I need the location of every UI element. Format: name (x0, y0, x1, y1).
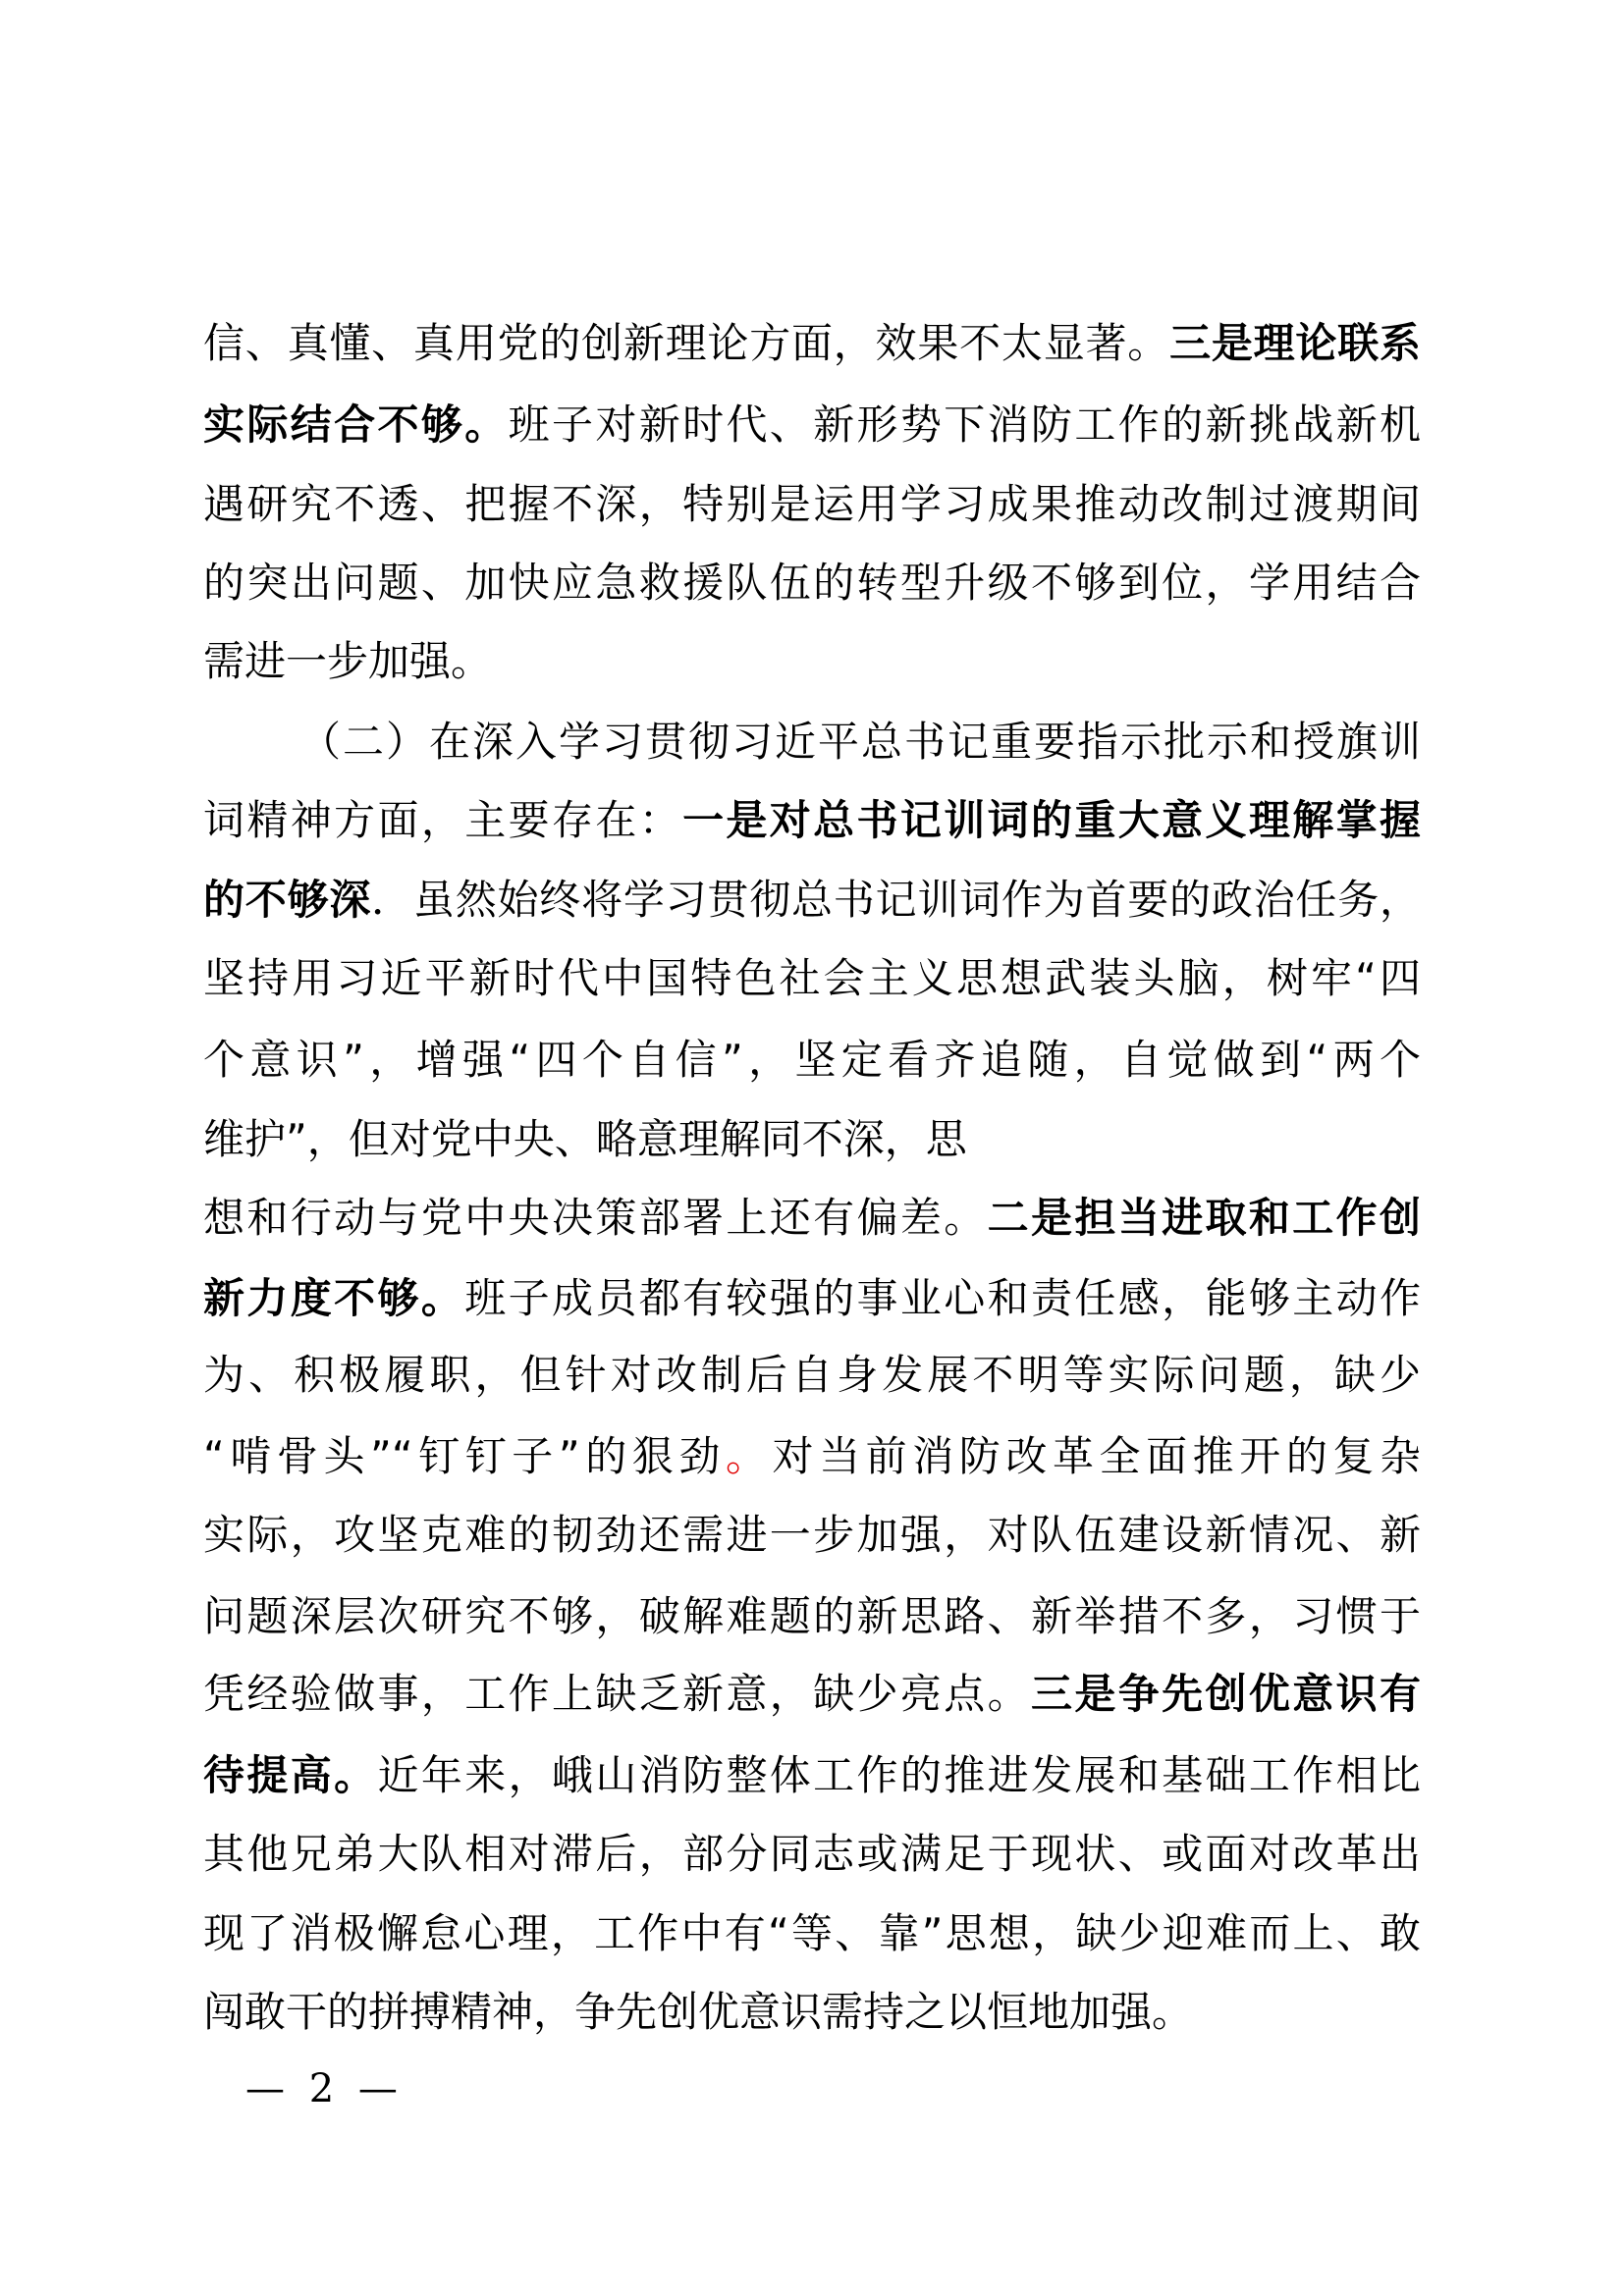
text-segment: 的突出问题、加快应急救援队伍的转型升级不够到位，学用结合 (203, 559, 1421, 607)
text-segment: 。 (725, 1432, 773, 1480)
text-line (203, 1577, 1421, 1656)
bold-text-segment: 实际结合不够。 (203, 400, 509, 449)
text-segment: 遇研究不透、把握不深，特别是运用学习成果推动改制过渡期间 (203, 480, 1421, 528)
text-segment: 个意识”，增强“四个自信”，坚定看齐追随，自觉做到“两个 (203, 1036, 1421, 1084)
text-segment: 现了消极懈怠心理，工作中有“等、靠”思想，缺少迎难而上、敢 (203, 1909, 1421, 1957)
text-line (203, 1496, 1421, 1575)
text-line (203, 1973, 1421, 2052)
text-line (203, 1021, 1421, 1099)
text-line (203, 1259, 1421, 1338)
text-segment: 信、真懂、真用党的创新理论方面，效果不太显著。 (203, 319, 1170, 367)
text-segment: 问题深层次研究不够，破解难题的新思路、新举措不多，习惯于 (203, 1592, 1421, 1640)
text-line (203, 1736, 1421, 1815)
bold-text-segment: 的不够深 (203, 876, 372, 924)
text-segment: 实际，攻坚克难的韧劲还需进一步加强，对队伍建设新情况、新 (203, 1511, 1421, 1559)
text-line (203, 304, 1421, 383)
text-line (203, 544, 1421, 622)
text-segment: （二）在深入学习贯彻习近平总书记重要指示批示和授旗训 (299, 718, 1421, 766)
text-line (203, 1655, 1421, 1734)
text-segment: 为、积极履职，但针对改制后自身发展不明等实际问题，缺少 (203, 1351, 1421, 1399)
text-segment: 其他兄弟大队相对滞后，部分同志或满足于现状、或面对改革出 (203, 1830, 1421, 1878)
text-segment: 班子成员都有较强的事业心和责任感，能够主动作 (464, 1274, 1421, 1322)
bold-text-segment: 三是理论联系 (1169, 319, 1421, 367)
bold-text-segment: 三是争先创优意识有 (1031, 1670, 1421, 1718)
text-segment: 近年来，峨山消防整体工作的推进发展和基础工作相比 (377, 1751, 1421, 1799)
bold-text-segment: 一是对总书记训词的重大意义理解掌握 (682, 796, 1421, 844)
text-line (203, 1417, 1421, 1496)
text-line (203, 1336, 1421, 1415)
text-segment: 凭经验做事，工作上缺乏新意，缺少亮点。 (203, 1670, 1032, 1718)
text-segment: ．虽然始终将学习贯彻总书记训词作为首要的政治任务， (371, 876, 1421, 924)
text-segment: 词精神方面，主要存在： (203, 796, 683, 844)
text-segment: “啃骨头”“钉钉子”的狠劲 (203, 1432, 726, 1480)
text-line (203, 1895, 1421, 1973)
bold-text-segment: 新力度不够。 (203, 1274, 465, 1322)
text-segment: 想和行动与党中央决策部署上还有偏差。 (203, 1194, 988, 1242)
text-line (203, 861, 1421, 939)
text-segment: 坚持用习近平新时代中国特色社会主义思想武装头脑，树牢“四 (203, 954, 1421, 1002)
text-line (203, 939, 1421, 1018)
text-line (299, 703, 1421, 781)
text-segment: 需进一步加强。 (203, 637, 493, 685)
text-line (203, 1100, 1421, 1179)
text-line (203, 386, 1421, 464)
text-line (203, 781, 1421, 860)
text-segment: 维护”，但对党中央、略意理解同不深，思 (203, 1115, 967, 1163)
text-segment: 对当前消防改革全面推开的复杂 (772, 1432, 1421, 1480)
page-number: — 2 — (245, 2066, 404, 2111)
text-line (203, 1179, 1421, 1257)
text-segment: 班子对新时代、新形势下消防工作的新挑战新机 (508, 400, 1421, 449)
bold-text-segment: 二是担当进取和工作创 (987, 1194, 1421, 1242)
text-line (203, 465, 1421, 544)
text-segment: 闯敢干的拼搏精神，争先创优意识需持之以恒地加强。 (203, 1988, 1194, 2036)
text-line (203, 622, 1421, 701)
text-line (203, 1815, 1421, 1894)
bold-text-segment: 待提高。 (203, 1751, 378, 1799)
